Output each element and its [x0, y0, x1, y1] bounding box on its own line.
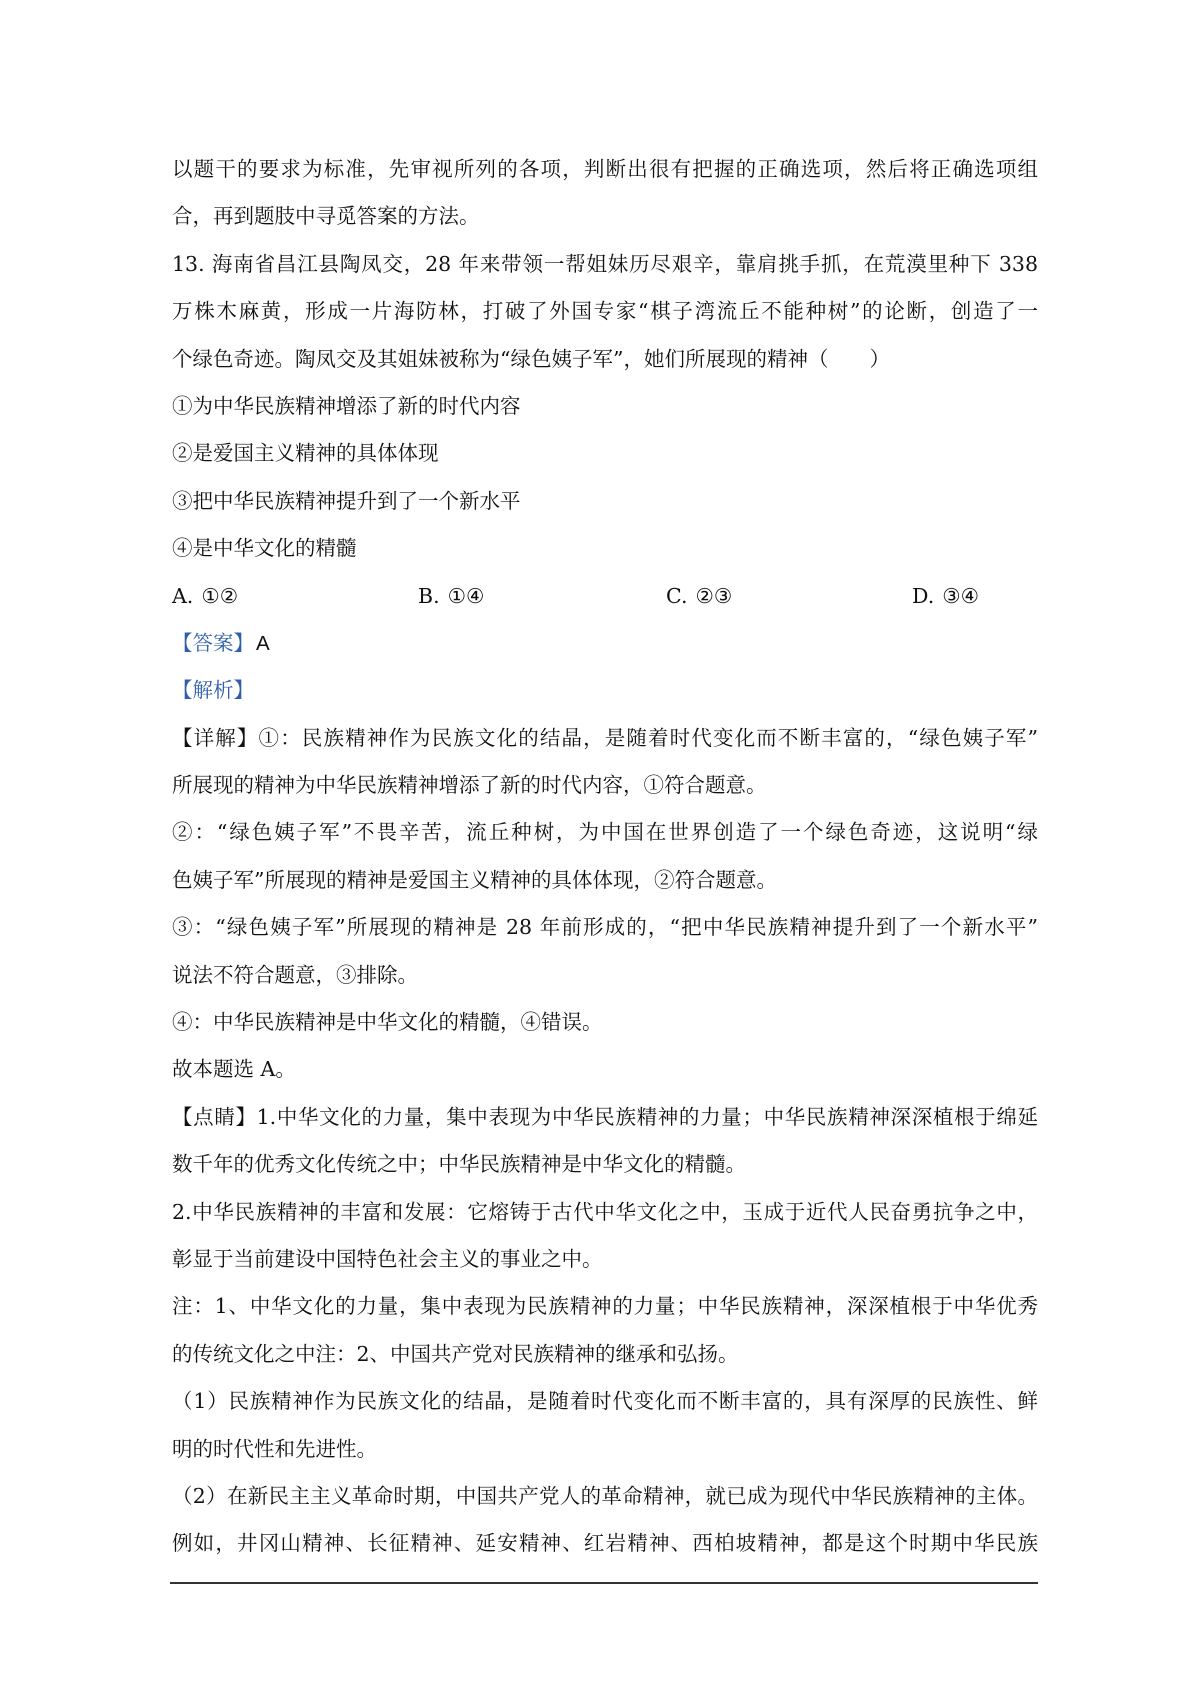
question-stem-line: 万株木麻黄，形成一片海防林，打破了外国专家“棋子湾流丘不能种树”的论断，创造了一 [172, 299, 1038, 324]
option-a-choice: ①② [201, 583, 239, 608]
statement-3: ③把中华民族精神提升到了一个新水平 [172, 488, 521, 513]
document-body [172, 146, 1038, 1568]
remarks-line: 数千年的优秀文化传统之中；中华民族精神是中华文化的精髓。 [172, 1152, 746, 1177]
analysis-line: ④：中华民族精神是中华文化的精髓，④错误。 [172, 1010, 603, 1035]
remarks-line: 注：1、中华文化的力量，集中表现为民族精神的力量；中华民族精神，深深植根于中华优秀 [172, 1294, 1038, 1319]
analysis-label: 【解析】 [172, 678, 254, 703]
intro-line: 合，再到题肢中寻觅答案的方法。 [172, 204, 480, 229]
question-stem-line: 个绿色奇迹。陶凤交及其姐妹被称为“绿色姨子军”，她们所展现的精神（ ） [172, 346, 890, 371]
answer-line [172, 620, 1038, 667]
statement-2: ②是爱国主义精神的具体体现 [172, 441, 439, 466]
statement-1: ①为中华民族精神增添了新的时代内容 [172, 393, 521, 418]
answer-options [172, 573, 1038, 620]
analysis-conclusion: 故本题选 A。 [172, 1057, 296, 1082]
analysis-line: 【详解】①：民族精神作为民族文化的结晶，是随着时代变化而不断丰富的，“绿色姨子军” [172, 725, 1038, 750]
question-stem-line: 13. 海南省昌江县陶凤交，28 年来带领一帮姐妹历尽艰辛，靠肩挑手抓，在荒漠里种下 338 [172, 251, 1038, 276]
option-d-choice: ③④ [942, 583, 979, 608]
option-b-label: B. [418, 583, 440, 608]
option-a-label: A. [172, 583, 194, 608]
answer-value: A [256, 631, 270, 655]
option-d [912, 573, 979, 620]
remarks-line: 明的时代性和先进性。 [172, 1436, 377, 1461]
analysis-line: ③：“绿色姨子军”所展现的精神是 28 年前形成的，“把中华民族精神提升到了一个新水平” [172, 915, 1038, 940]
remarks-line: 彰显于当前建设中国特色社会主义的事业之中。 [172, 1246, 603, 1271]
analysis-line: 色姨子军”所展现的精神是爱国主义精神的具体体现，②符合题意。 [172, 867, 777, 892]
option-b-choice: ①④ [447, 583, 485, 608]
remarks-line: 的传统文化之中注：2、中国共产党对民族精神的继承和弘扬。 [172, 1341, 739, 1366]
analysis-line: 所展现的精神为中华民族精神增添了新的时代内容，①符合题意。 [172, 773, 767, 798]
option-c-choice: ②③ [695, 583, 733, 608]
statement-4: ④是中华文化的精髓 [172, 536, 357, 561]
footer-divider [170, 1582, 1038, 1584]
remarks-line: （2）在新民主主义革命时期，中国共产党人的革命精神，就已成为现代中华民族精神的主体。 [172, 1483, 1038, 1508]
analysis-heading [172, 667, 1038, 714]
remarks-line: 【点睛】1.中华文化的力量，集中表现为中华民族精神的力量；中华民族精神深深植根于绵延 [172, 1104, 1038, 1129]
option-c [666, 573, 732, 620]
option-a [172, 573, 238, 620]
remarks-line: （1）民族精神作为民族文化的结晶，是随着时代变化而不断丰富的，具有深厚的民族性、鲜 [172, 1389, 1038, 1414]
remarks-line: 例如，井冈山精神、长征精神、延安精神、红岩精神、西柏坡精神，都是这个时期中华民族 [172, 1531, 1038, 1556]
intro-line: 以题干的要求为标准，先审视所列的各项，判断出很有把握的正确选项，然后将正确选项组 [172, 157, 1038, 181]
analysis-line: 说法不符合题意，③排除。 [172, 962, 418, 987]
option-b [418, 573, 484, 620]
remarks-line: 2.中华民族精神的丰富和发展：它熔铸于古代中华文化之中，玉成于近代人民奋勇抗争之中， [172, 1199, 1038, 1224]
option-d-label: D. [912, 583, 935, 608]
answer-label: 【答案】 [172, 630, 254, 655]
analysis-line: ②：“绿色姨子军”不畏辛苦，流丘种树，为中国在世界创造了一个绿色奇迹，这说明“绿 [172, 820, 1038, 845]
option-c-label: C. [666, 583, 688, 608]
